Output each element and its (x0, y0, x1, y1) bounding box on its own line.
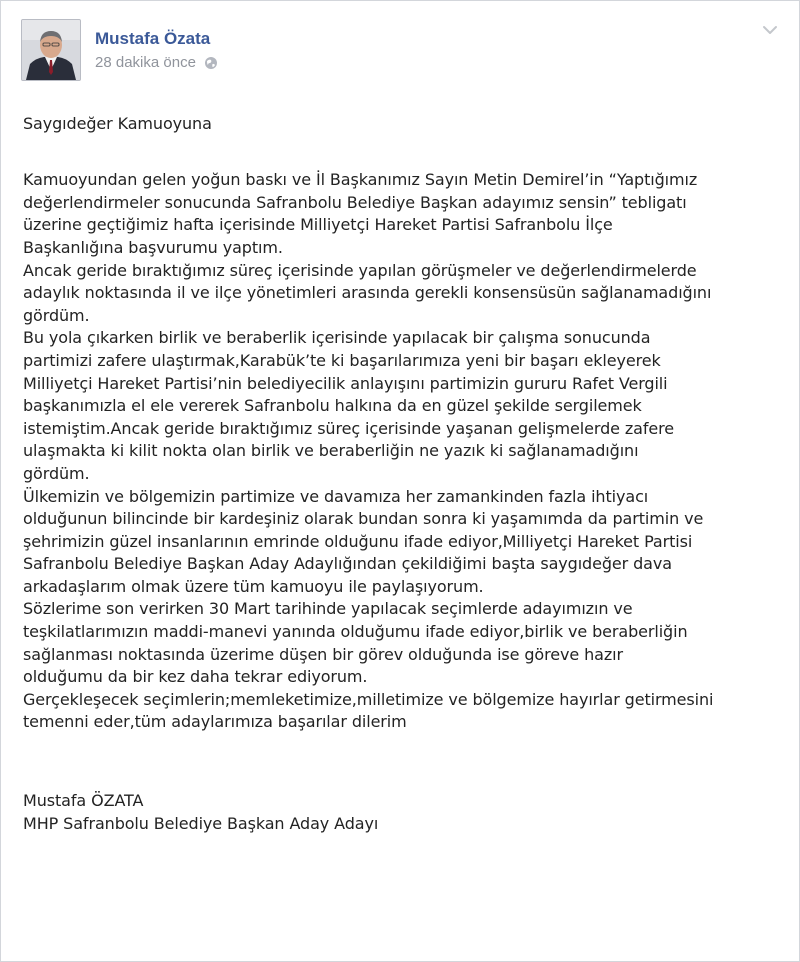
body-line: gördüm. (23, 463, 90, 483)
body-line: Ancak geride bıraktığımız süreç içerisinde yapılan görüşmeler ve değerlendirmelerde (23, 260, 697, 280)
chevron-down-icon[interactable] (761, 23, 779, 37)
body-line: sağlanması noktasında üzerime düşen bir görev olduğunda ise göreve hazır (23, 644, 623, 664)
body-line: teşkilatlarımızın maddi-manevi yanında olduğumu ifade ediyor,birlik ve beraberliğin (23, 622, 688, 642)
signature-title: MHP Safranbolu Belediye Başkan Aday Adayı (23, 813, 379, 833)
post-meta (95, 19, 218, 71)
body-line: başkanımızla el ele vererek Safranbolu halkına da en güzel şekilde sergilemek (23, 396, 642, 416)
body-line: Başkanlığına başvurumu yaptım. (23, 237, 283, 257)
avatar[interactable] (21, 19, 81, 81)
greeting-text: Saygıdeğer Kamuoyuna (23, 114, 212, 133)
timestamp-link[interactable]: 28 dakika önce (95, 54, 196, 71)
signature-name: Mustafa ÖZATA (23, 791, 144, 811)
body-line: değerlendirmeler sonucunda Safranbolu Belediye Başkan adayımız sensin” tebligatı (23, 192, 687, 212)
body-line: Milliyetçi Hareket Partisi’nin belediyecilik anlayışını partimizin gururu Rafet Vergili (23, 373, 668, 393)
author-name-link[interactable]: Mustafa Özata (95, 29, 211, 48)
body-line: Kamuoyundan gelen yoğun baskı ve İl Başkanımız Sayın Metin Demirel’in “Yaptığımız (23, 170, 698, 190)
body-line: Safranbolu Belediye Başkan Aday Adaylığından çekildiğimi başta saygıdeğer dava (23, 554, 672, 574)
body-line: gördüm. (23, 305, 90, 325)
body-line: istemiştim.Ancak geride bıraktığımız süreç içerisinde yaşanan gelişmelerde zafere (23, 418, 675, 438)
globe-icon[interactable] (204, 56, 218, 70)
body-line: temenni eder,tüm adaylarımıza başarılar dilerim (23, 712, 407, 732)
body-line: olduğumu da bir kez daha tekrar ediyorum. (23, 667, 368, 687)
post-header (21, 19, 218, 83)
body-line: Bu yola çıkarken birlik ve beraberlik içerisinde yapılacak bir çalışma sonucunda (23, 328, 651, 348)
body-line: Sözlerime son verirken 30 Mart tarihinde yapılacak seçimlerde adayımızın ve (23, 599, 633, 619)
body-line: adaylık noktasında il ve ilçe yönetimleri arasında gerekli konsensüsün sağlanamadığını (23, 283, 712, 303)
avatar-photo (22, 20, 80, 80)
post-body (23, 113, 783, 835)
body-line: olduğunun bilincinde bir kardeşiniz olarak bundan sonra ki yaşamımda da partimin ve (23, 509, 704, 529)
body-line: üzerine geçtiğimiz hafta içerisinde Milliyetçi Hareket Partisi Safranbolu İlçe (23, 215, 613, 235)
body-line: partimizi zafere ulaştırmak,Karabük’te ki başarılarımıza yeni bir başarı ekleyerek (23, 350, 661, 370)
body-line: şehrimizin güzel insanlarının emrinde olduğunu ifade ediyor,Milliyetçi Hareket Partisi (23, 531, 693, 551)
body-line: ulaşmakta ki kilit nokta olan birlik ve beraberliğin ne yazık ki sağlanamadığını (23, 441, 639, 461)
timestamp-row (95, 54, 218, 71)
body-line: Gerçekleşecek seçimlerin;memleketimize,milletimize ve bölgemize hayırlar getirmesini (23, 689, 714, 709)
body-line: Ülkemizin ve bölgemizin partimize ve davamıza her zamankinden fazla ihtiyacı (23, 486, 649, 506)
body-line: arkadaşlarım olmak üzere tüm kamuoyu ile paylaşıyorum. (23, 576, 484, 596)
